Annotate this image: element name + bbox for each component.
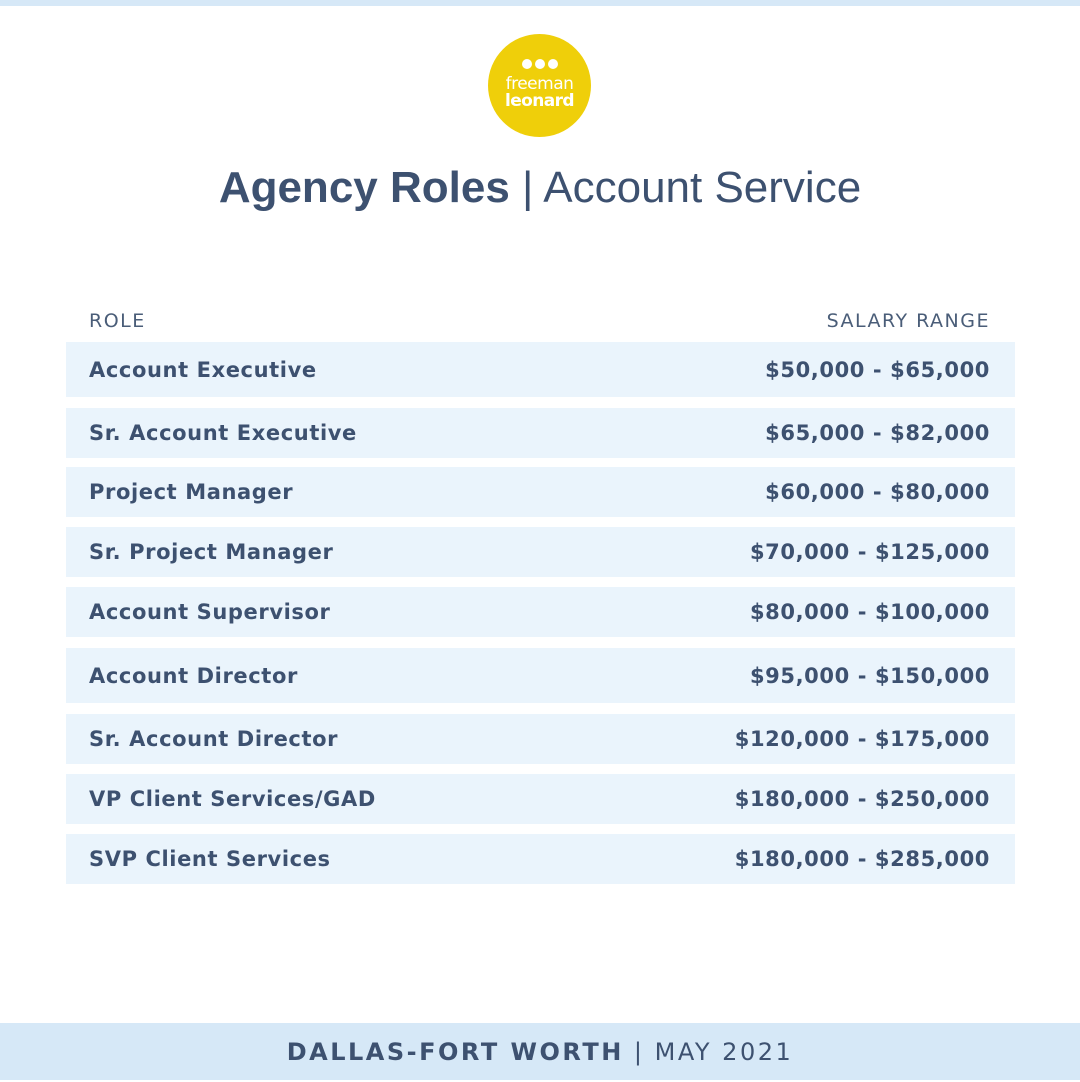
table-row bbox=[66, 527, 1015, 577]
table-row bbox=[66, 587, 1015, 637]
salary-cell: $180,000 - $250,000 bbox=[734, 787, 990, 811]
top-accent-strip bbox=[0, 0, 1080, 6]
role-cell: Account Executive bbox=[89, 357, 317, 382]
footer-separator: | bbox=[623, 1038, 655, 1066]
salary-cell: $70,000 - $125,000 bbox=[749, 540, 990, 564]
salary-cell: $80,000 - $100,000 bbox=[749, 600, 990, 624]
salary-cell: $65,000 - $82,000 bbox=[765, 421, 990, 445]
role-cell: Project Manager bbox=[89, 480, 294, 504]
role-cell: Sr. Account Executive bbox=[89, 421, 357, 445]
table-row bbox=[66, 408, 1015, 458]
table-row bbox=[66, 834, 1015, 884]
role-cell: Sr. Project Manager bbox=[89, 540, 334, 564]
logo-text-line-1: freeman bbox=[505, 74, 574, 94]
salary-cell: $180,000 - $285,000 bbox=[734, 847, 990, 871]
role-cell: Account Director bbox=[89, 663, 298, 688]
footer-text bbox=[0, 1023, 1080, 1080]
salary-column-header: SALARY RANGE bbox=[826, 310, 990, 332]
footer-date: MAY 2021 bbox=[654, 1038, 794, 1066]
page-title bbox=[0, 160, 1080, 216]
salary-cell: $60,000 - $80,000 bbox=[765, 480, 990, 504]
salary-cell: $120,000 - $175,000 bbox=[734, 727, 990, 751]
role-cell: SVP Client Services bbox=[89, 847, 331, 871]
logo-text-line-2: leonard bbox=[505, 91, 574, 111]
footer-location: DALLAS-FORT WORTH bbox=[286, 1038, 624, 1066]
role-cell: Sr. Account Director bbox=[89, 727, 339, 751]
title-bold: Agency Roles bbox=[218, 163, 510, 212]
table-row bbox=[66, 342, 1015, 397]
table-row bbox=[66, 648, 1015, 703]
logo-dots-icon bbox=[488, 59, 591, 70]
role-cell: Account Supervisor bbox=[89, 600, 331, 624]
table-row bbox=[66, 774, 1015, 824]
footer-bar bbox=[0, 1023, 1080, 1080]
title-separator: | bbox=[509, 163, 544, 212]
role-column-header: ROLE bbox=[89, 310, 146, 332]
role-cell: VP Client Services/GAD bbox=[89, 787, 376, 811]
table-row bbox=[66, 467, 1015, 517]
table-row bbox=[66, 714, 1015, 764]
salary-cell: $50,000 - $65,000 bbox=[765, 357, 990, 382]
title-light: Account Service bbox=[543, 163, 862, 212]
freeman-leonard-logo bbox=[488, 34, 591, 137]
salary-cell: $95,000 - $150,000 bbox=[749, 663, 990, 688]
